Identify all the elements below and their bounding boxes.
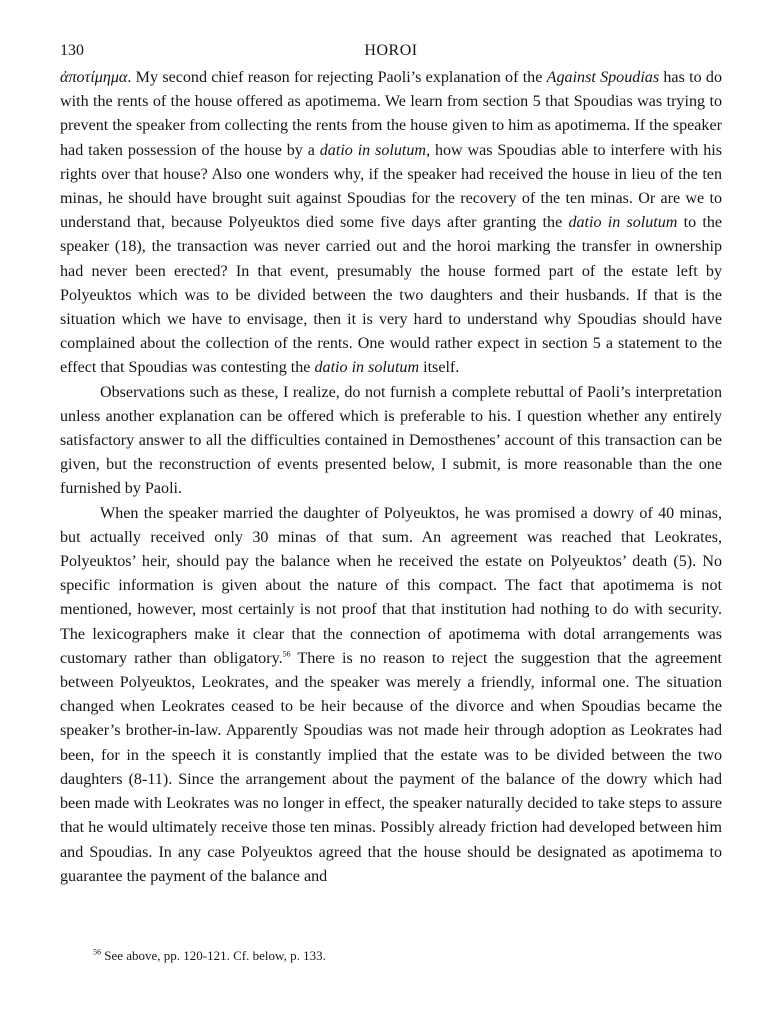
italic-text: datio in solutum: [314, 359, 420, 377]
italic-text: ἀποτίμημα: [60, 69, 128, 86]
italic-text: Against Spoudias: [546, 69, 660, 86]
footnote-text: See above, pp. 120-121. Cf. below, p. 133.: [101, 948, 326, 963]
text-run: There is no reason to reject the suggestion that the agreement between Polyeuktos, Leokrates, and the speaker was merely a friendly, informal one. The situation changed when Leokrates ceased to be heir because of the divorce and when Spoudias became the speaker’s brother-in-law. Apparently Spoudias was not made heir through adoption as Leokrates had been, for in the speech it is constantly implied that the estate was to be divided between the two daughters (8-11). Since the arrangement about the payment of the balance of the dowry which had been made with Leokrates was no longer in effect, the speaker naturally decided to take steps to assure that he would ultimately receive those ten minas. Possibly already friction had developed between him and Spoudias. In any case Polyeuktos agreed that the house should be designated as apotimema to guarantee the payment of the balance and: [60, 649, 722, 885]
paragraph: [60, 381, 722, 502]
body-text: [60, 66, 722, 889]
paragraph: [60, 66, 722, 381]
text-run: Observations such as these, I realize, do not furnish a complete rebuttal of Paoli’s interpretation unless another explanation can be offered which is preferable to his. I question whether any entirely satisfactory answer to all the difficulties contained in Demosthenes’ account of this transaction can be given, but the reconstruction of events presented below, I submit, is more reasonable than the one furnished by Paoli.: [60, 383, 722, 498]
page-number: 130: [60, 42, 84, 59]
italic-text: datio in solutum: [319, 141, 427, 159]
footnote: [60, 948, 326, 964]
running-title: HOROI: [364, 42, 418, 59]
footnote-number: 56: [93, 947, 101, 957]
text-run: itself.: [419, 359, 460, 377]
text-run: When the speaker married the daughter of Polyeuktos, he was promised a dowry of 40 minas, but actually received only 30 minas of that sum. An agreement was reached that Leokrates, Polyeuktos’ heir, should pay the balance when he received the estate on Polyeuktos’ death (5). No specific information is given about the nature of this compact. The fact that apotimema is not mentioned, however, most certainly is not proof that that institution had nothing to do with security. The lexicographers make it clear that the connection of apotimema with dotal arrangements was customary rather than obligatory.: [60, 504, 722, 667]
paragraph: [60, 502, 722, 889]
text-run: . My second chief reason for rejecting Paoli’s explanation of the: [127, 69, 547, 86]
text-run: has to do with the rents of the house offered as apotimema. We learn from section 5 that Spoudias was trying to prevent the speaker from collecting the rents from the house given to him as apotimema. If the speaker had taken possession of the house by a: [60, 69, 722, 159]
text-run: , how was Spoudias able to interfere with his rights over that house? Also one wonders why, if the speaker had received the house in lieu of the ten minas, he should have brought suit against Spoudias for the recovery of the ten minas. Or are we to understand that, because Polyeuktos died some five days after granting the: [60, 141, 723, 232]
text-run: to the speaker (18), the transaction was never carried out and the horoi marking the transfer in ownership had never been erected? In that event, presumably the house formed part of the estate left by Polyeuktos which was to be divided between the two daughters and their husbands. If that is the situation which we have to envisage, then it is very hard to understand why Spoudias should have complained about the collection of the rents. One would rather expect in section 5 a statement to the effect that Spoudias was contesting the: [60, 214, 723, 377]
document-page: [60, 40, 723, 963]
page-header: [60, 40, 722, 66]
footnote-reference: 56: [282, 649, 291, 659]
italic-text: datio in solutum: [568, 214, 678, 232]
